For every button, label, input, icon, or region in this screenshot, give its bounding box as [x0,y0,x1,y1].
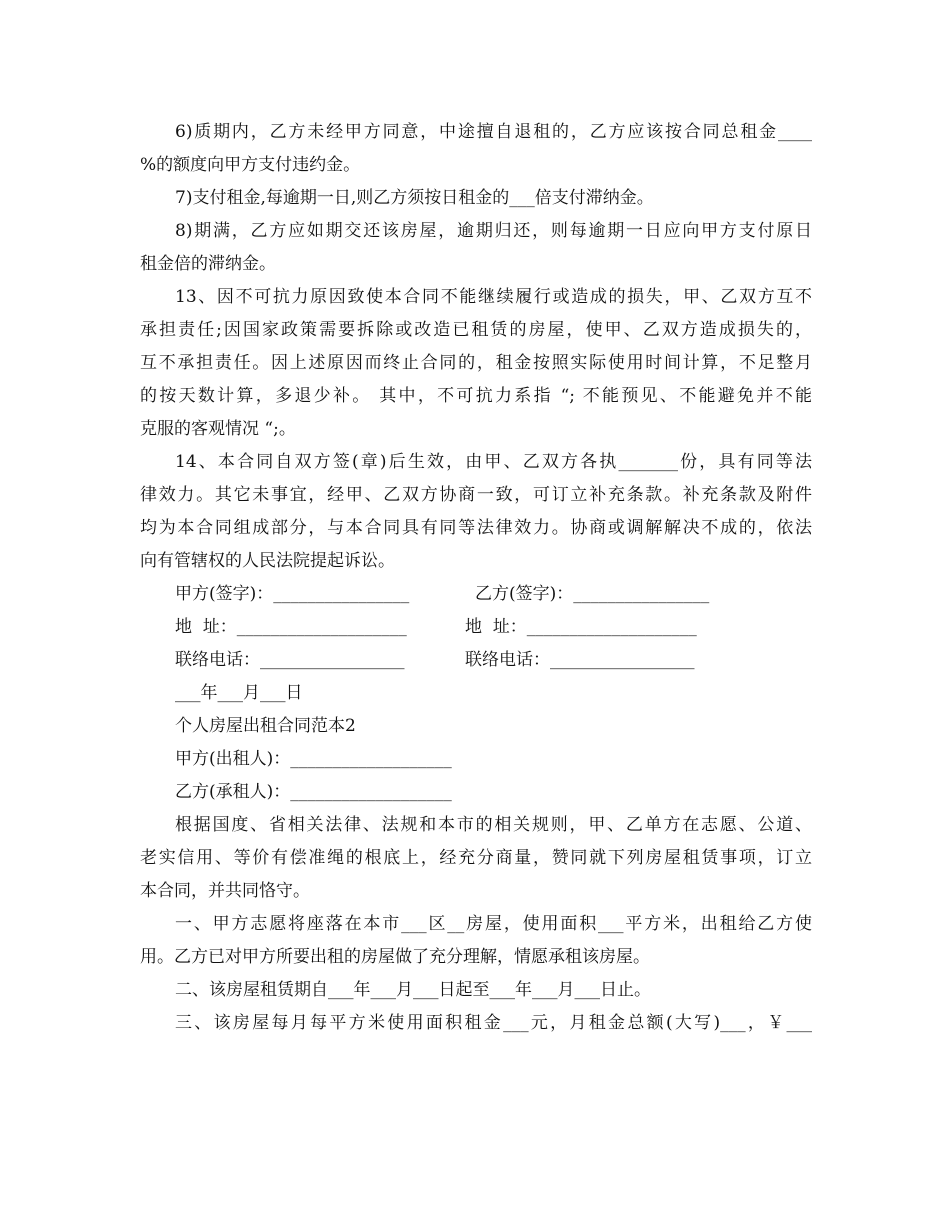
article-13-line: 互不承担责任。因上述原因而终止合同的，租金按照实际使用时间计算，不足整月 [140,353,812,373]
clause-8-line-1: 8)期满，乙方应如期交还该房屋，逾期归还，则每逾期一日应向甲方支付原日 [175,221,812,241]
article-13-line: 承担责任;因国家政策需要拆除或改造已租赁的房屋，使甲、乙双方造成损失的， [140,320,812,340]
clause-6-line-1: 6)质期内，乙方未经甲方同意，中途擅自退租的，乙方应该按合同总租金____ [175,122,812,142]
intro-line: 本合同，并共同恪守。 [140,881,310,901]
item-3: 三、该房屋每月每平方米使用面积租金___元，月租金总额(大写)___，￥___ [175,1013,812,1033]
item-2: 二、该房屋租赁期自___年___月___日起至___年___月___日止。 [175,980,651,1000]
article-13-line: 的按天数计算，多退少补。 其中，不可抗力系指 “; 不能预见、不能避免并不能 [140,386,812,406]
party-a-signature-field: 甲方(签字)：________________ [175,584,410,604]
party-b-signature-field: 乙方(签字)：________________ [475,584,710,604]
lessor-field: 甲方(出租人)：___________________ [175,749,452,769]
party-a-address-field: 地 址：____________________ [175,617,407,637]
article-14-line: 律效力。其它未事宜，经甲、乙双方协商一致，可订立补充条款。补充条款及附件 [140,485,812,505]
item-1-line: 用。乙方已对甲方所要出租的房屋做了充分理解，情愿承租该房屋。 [140,947,650,967]
article-13-line: 克服的客观情况 “;。 [140,419,296,439]
party-b-address-field: 地 址：____________________ [465,617,697,637]
signing-date: ___年___月___日 [175,683,303,703]
intro-line: 根据国度、省相关法律、法规和本市的相关规则，甲、乙单方在志愿、公道、 [175,815,812,835]
party-b-phone-field: 联络电话：_________________ [465,650,695,670]
clause-6-line-2: %的额度向甲方支付违约金。 [140,155,361,175]
article-14-line: 向有管辖权的人民法院提起诉讼。 [140,551,395,571]
party-a-phone-field: 联络电话：_________________ [175,650,405,670]
clause-7: 7)支付租金,每逾期一日,则乙方须按日租金的___倍支付滞纳金。 [175,188,654,208]
lessee-field: 乙方(承租人)：___________________ [175,782,452,802]
article-14-line: 14、本合同自双方签(章)后生效，由甲、乙双方各执_______份，具有同等法 [175,452,812,472]
article-14-line: 均为本合同组成部分，与本合同具有同等法律效力。协商或调解解决不成的，依法 [140,518,812,538]
clause-8-line-2: 租金倍的滞纳金。 [140,254,276,274]
intro-line: 老实信用、等价有偿准绳的根底上，经充分商量，赞同就下列房屋租赁事项，订立 [140,848,812,868]
article-13-line: 13、因不可抗力原因致使本合同不能继续履行或造成的损失，甲、乙双方互不 [175,287,812,307]
item-1-line: 一、甲方志愿将座落在本市___区__房屋，使用面积___平方米，出租给乙方使 [175,914,812,934]
contract-2-title: 个人房屋出租合同范本2 [175,716,356,736]
